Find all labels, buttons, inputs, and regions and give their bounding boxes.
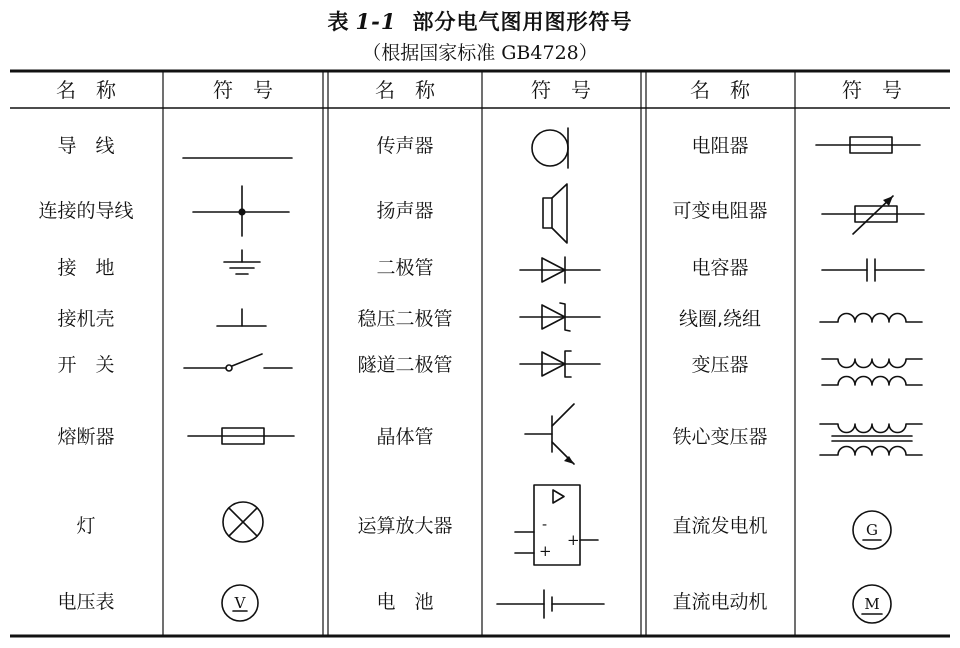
list-item: 电 池	[376, 591, 434, 613]
ground-icon	[224, 250, 260, 274]
transistor-icon	[525, 404, 574, 464]
list-item: 直流电动机	[672, 591, 768, 613]
names-column-1	[38, 135, 133, 613]
lamp-icon	[223, 502, 263, 542]
dc-motor-icon	[853, 585, 891, 623]
list-item: 电容器	[691, 257, 749, 279]
dc-generator-icon	[853, 511, 891, 549]
coil-icon	[820, 314, 922, 323]
chassis-icon	[217, 309, 266, 326]
list-item: 变压器	[691, 354, 749, 376]
table-subtitle: （根据国家标准 GB4728）	[362, 42, 598, 64]
list-item: 电压表	[57, 591, 115, 613]
list-item: 运算放大器	[357, 515, 453, 537]
list-item: 铁心变压器	[672, 426, 768, 448]
speaker-icon	[543, 184, 567, 243]
list-item: 导 线	[57, 135, 115, 157]
list-item: 隧道二极管	[357, 354, 453, 376]
list-item: 传声器	[376, 135, 434, 157]
header-name-2: 名 称	[375, 78, 435, 102]
op-amp-output-plus-sign: +	[567, 531, 580, 549]
op-amp-icon	[515, 485, 598, 565]
names-column-2	[357, 135, 452, 613]
resistor-icon	[816, 137, 920, 153]
battery-icon	[497, 590, 604, 618]
header-symbol-1: 符 号	[213, 78, 273, 102]
motor-label: M	[864, 595, 880, 613]
header-name-1: 名 称	[56, 78, 116, 102]
header-name-3: 名 称	[690, 78, 750, 102]
list-item: 电阻器	[691, 135, 749, 157]
header-symbol-3: 符 号	[842, 78, 902, 102]
list-item: 二极管	[376, 257, 434, 279]
list-item: 稳压二极管	[357, 308, 453, 330]
zener-diode-icon	[520, 303, 600, 331]
fuse-icon	[188, 428, 294, 444]
generator-label: G	[866, 521, 878, 539]
capacitor-icon	[822, 259, 924, 281]
list-item: 接机壳	[57, 308, 115, 330]
table-title-prefix: 表	[327, 10, 350, 34]
table-title-number: 1-1	[355, 9, 397, 34]
variable-resistor-icon	[822, 196, 924, 234]
table-title-text: 部分电气图用图形符号	[412, 10, 633, 34]
switch-icon	[184, 354, 292, 371]
list-item: 熔断器	[57, 426, 115, 448]
iron-core-transformer-icon	[820, 424, 922, 455]
voltmeter-icon	[222, 585, 258, 621]
tunnel-diode-icon	[520, 351, 600, 377]
list-item: 连接的导线	[38, 200, 134, 222]
transformer-icon	[822, 359, 922, 385]
list-item: 开 关	[57, 354, 115, 376]
microphone-icon	[532, 128, 568, 168]
op-amp-minus-sign: -	[542, 515, 548, 533]
list-item: 扬声器	[376, 200, 434, 222]
diode-icon	[520, 257, 600, 283]
op-amp-plus-sign: +	[539, 542, 552, 560]
list-item: 晶体管	[376, 426, 434, 448]
list-item: 灯	[76, 515, 96, 537]
list-item: 接 地	[57, 257, 115, 279]
names-column-3	[672, 135, 767, 613]
wire-junction-icon	[193, 186, 289, 236]
table-grid	[10, 71, 950, 636]
voltmeter-label: V	[234, 594, 246, 612]
table-header	[56, 78, 902, 102]
header-symbol-2: 符 号	[531, 78, 591, 102]
list-item: 线圈,绕组	[678, 308, 762, 330]
list-item: 直流发电机	[672, 515, 768, 537]
list-item: 可变电阻器	[672, 200, 768, 222]
